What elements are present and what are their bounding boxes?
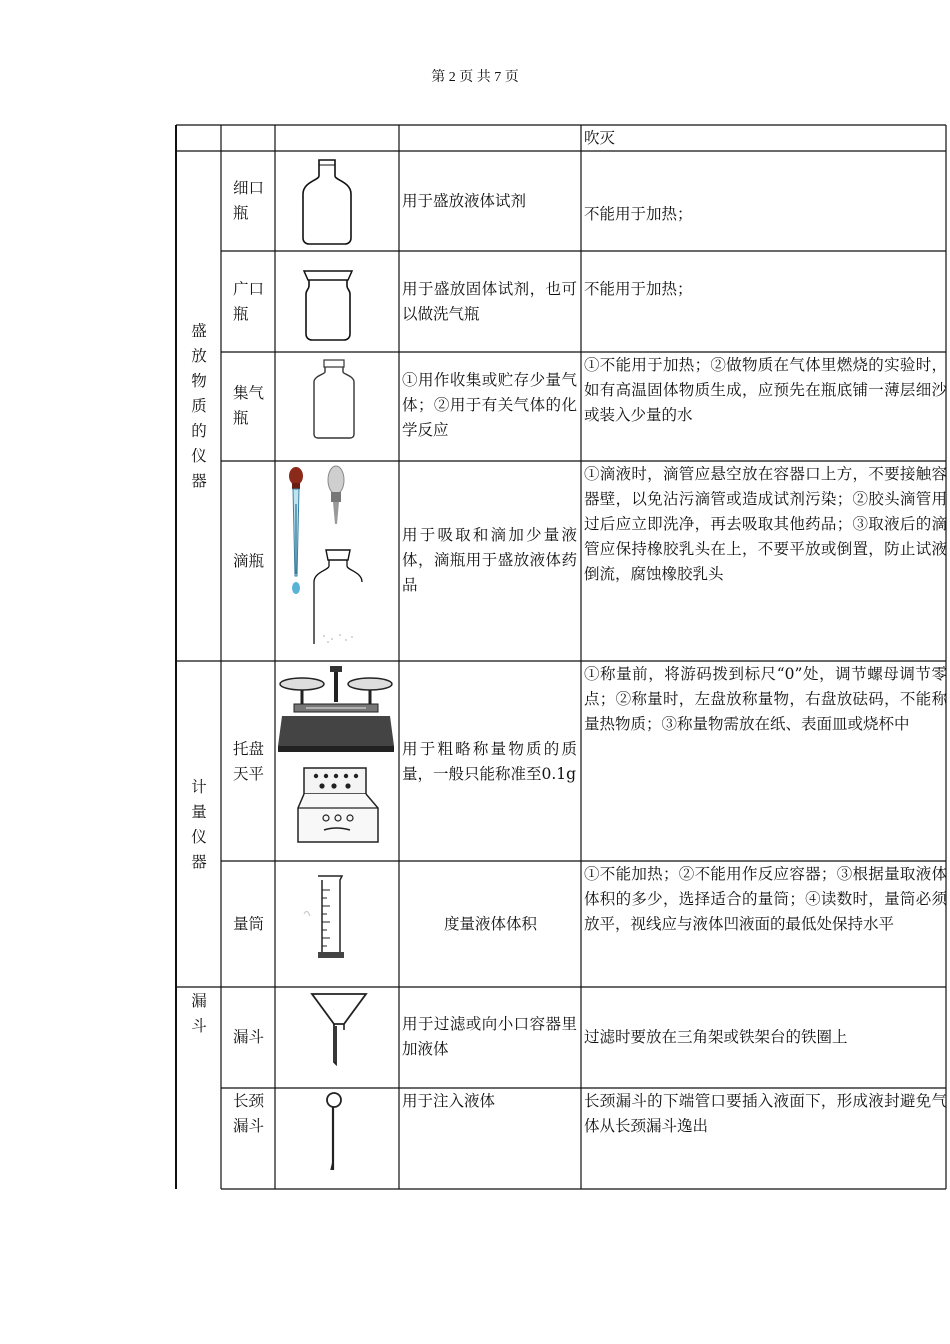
instrument-name [222,1025,274,1050]
instrument-use: 用于粗略称量物质的质量，一般只能称准至0.1g [402,740,577,783]
instrument-use: 度量液体体积 [443,915,537,933]
instrument-use: 用于注入液体 [402,1092,496,1110]
name-line: 广口 [233,280,265,298]
name-line: 瓶 [233,305,249,323]
name-line: 瓶 [233,204,249,222]
category-char: 放 [191,347,207,365]
category-char: 计 [191,778,207,796]
name-line: 细口 [233,179,265,197]
instrument-use: 用于盛放液体试剂 [402,192,527,210]
category-funnel [177,989,221,1039]
instrument-name [222,381,274,431]
funnel-icon [308,990,370,1066]
instrument-name [222,277,274,327]
instrument-use: ①用作收集或贮存少量气体；②用于有关气体的化学反应 [402,371,577,439]
category-char: 漏 [191,992,207,1010]
instrument-use: 用于过滤或向小口容器里加液体 [402,1015,577,1058]
long-neck-funnel-icon [316,1090,352,1174]
graduated-cylinder-icon [300,870,360,966]
category-char: 的 [191,422,207,440]
category-char: 量 [191,803,207,821]
name-line: 漏斗 [233,1028,265,1046]
instrument-name [222,912,274,937]
instrument-name [222,176,274,226]
instrument-name [222,737,274,787]
category-char: 仪 [191,828,207,846]
category-char: 器 [191,853,207,871]
category-char: 仪 [191,447,207,465]
wide-mouth-bottle-icon [300,268,356,342]
instrument-note: ①称量前，将游码拨到标尺“0”处，调节螺母调节零点；②称量时，左盘放称量物，右盘放砝码，不能称量热物质；③称量物需放在纸、表面皿或烧杯中 [584,665,947,733]
instrument-note: 长颈漏斗的下端管口要插入液面下，形成液封避免气体从长颈漏斗逸出 [584,1092,947,1135]
page-header: 第 2 页 共 7 页 [431,70,519,85]
instrument-note: ①滴液时，滴管应悬空放在容器口上方，不要接触容器壁，以免沾污滴管或造成试剂污染；②胶头滴管用过后应立即洗净，再去吸取其他药品；③取液后的滴管应保持橡胶乳头在上，不要平放或倒置，防止试液倒流，腐蚀橡胶乳头 [584,465,947,583]
category-char: 物 [191,372,207,390]
instrument-name [222,1089,274,1139]
instrument-note: ①不能用于加热；②做物质在气体里燃烧的实验时，如有高温固体物质生成，应预先在瓶底铺一薄层细沙或装入少量的水 [584,356,947,424]
narrow-mouth-bottle-icon [295,156,359,246]
category-char: 质 [191,397,207,415]
tray-balance-and-weights-icon [276,664,396,852]
instrument-use: 用于盛放固体试剂，也可以做洗气瓶 [402,280,577,323]
top-row-note: 吹灭 [584,129,616,147]
category-char: 器 [191,472,207,490]
name-line: 漏斗 [233,1117,265,1135]
instrument-note: 不能用于加热； [584,205,693,223]
category-char: 斗 [191,1017,207,1035]
instrument-name [222,549,274,574]
name-line: 瓶 [233,409,249,427]
gas-jar-icon [308,358,360,440]
dropper-and-dropping-bottle-icon [280,464,395,656]
name-line: 托盘 [233,740,265,758]
instrument-note: ①不能加热；②不能用作反应容器；③根据量取液体体积的多少，选择适合的量筒；④读数时，量筒必须放平，视线应与液体凹液面的最低处保持水平 [584,865,947,933]
category-measuring [177,775,221,875]
name-line: 长颈 [233,1092,265,1110]
category-char: 盛 [191,322,207,340]
instrument-use: 用于吸取和滴加少量液体，滴瓶用于盛放液体药品 [402,526,577,594]
name-line: 量筒 [233,915,265,933]
name-line: 集气 [233,384,265,402]
name-line: 天平 [233,765,265,783]
name-line: 滴瓶 [233,552,265,570]
category-storage [177,319,221,494]
instrument-note: 过滤时要放在三角架或铁架台的铁圈上 [584,1028,848,1046]
instrument-note: 不能用于加热； [584,280,693,298]
